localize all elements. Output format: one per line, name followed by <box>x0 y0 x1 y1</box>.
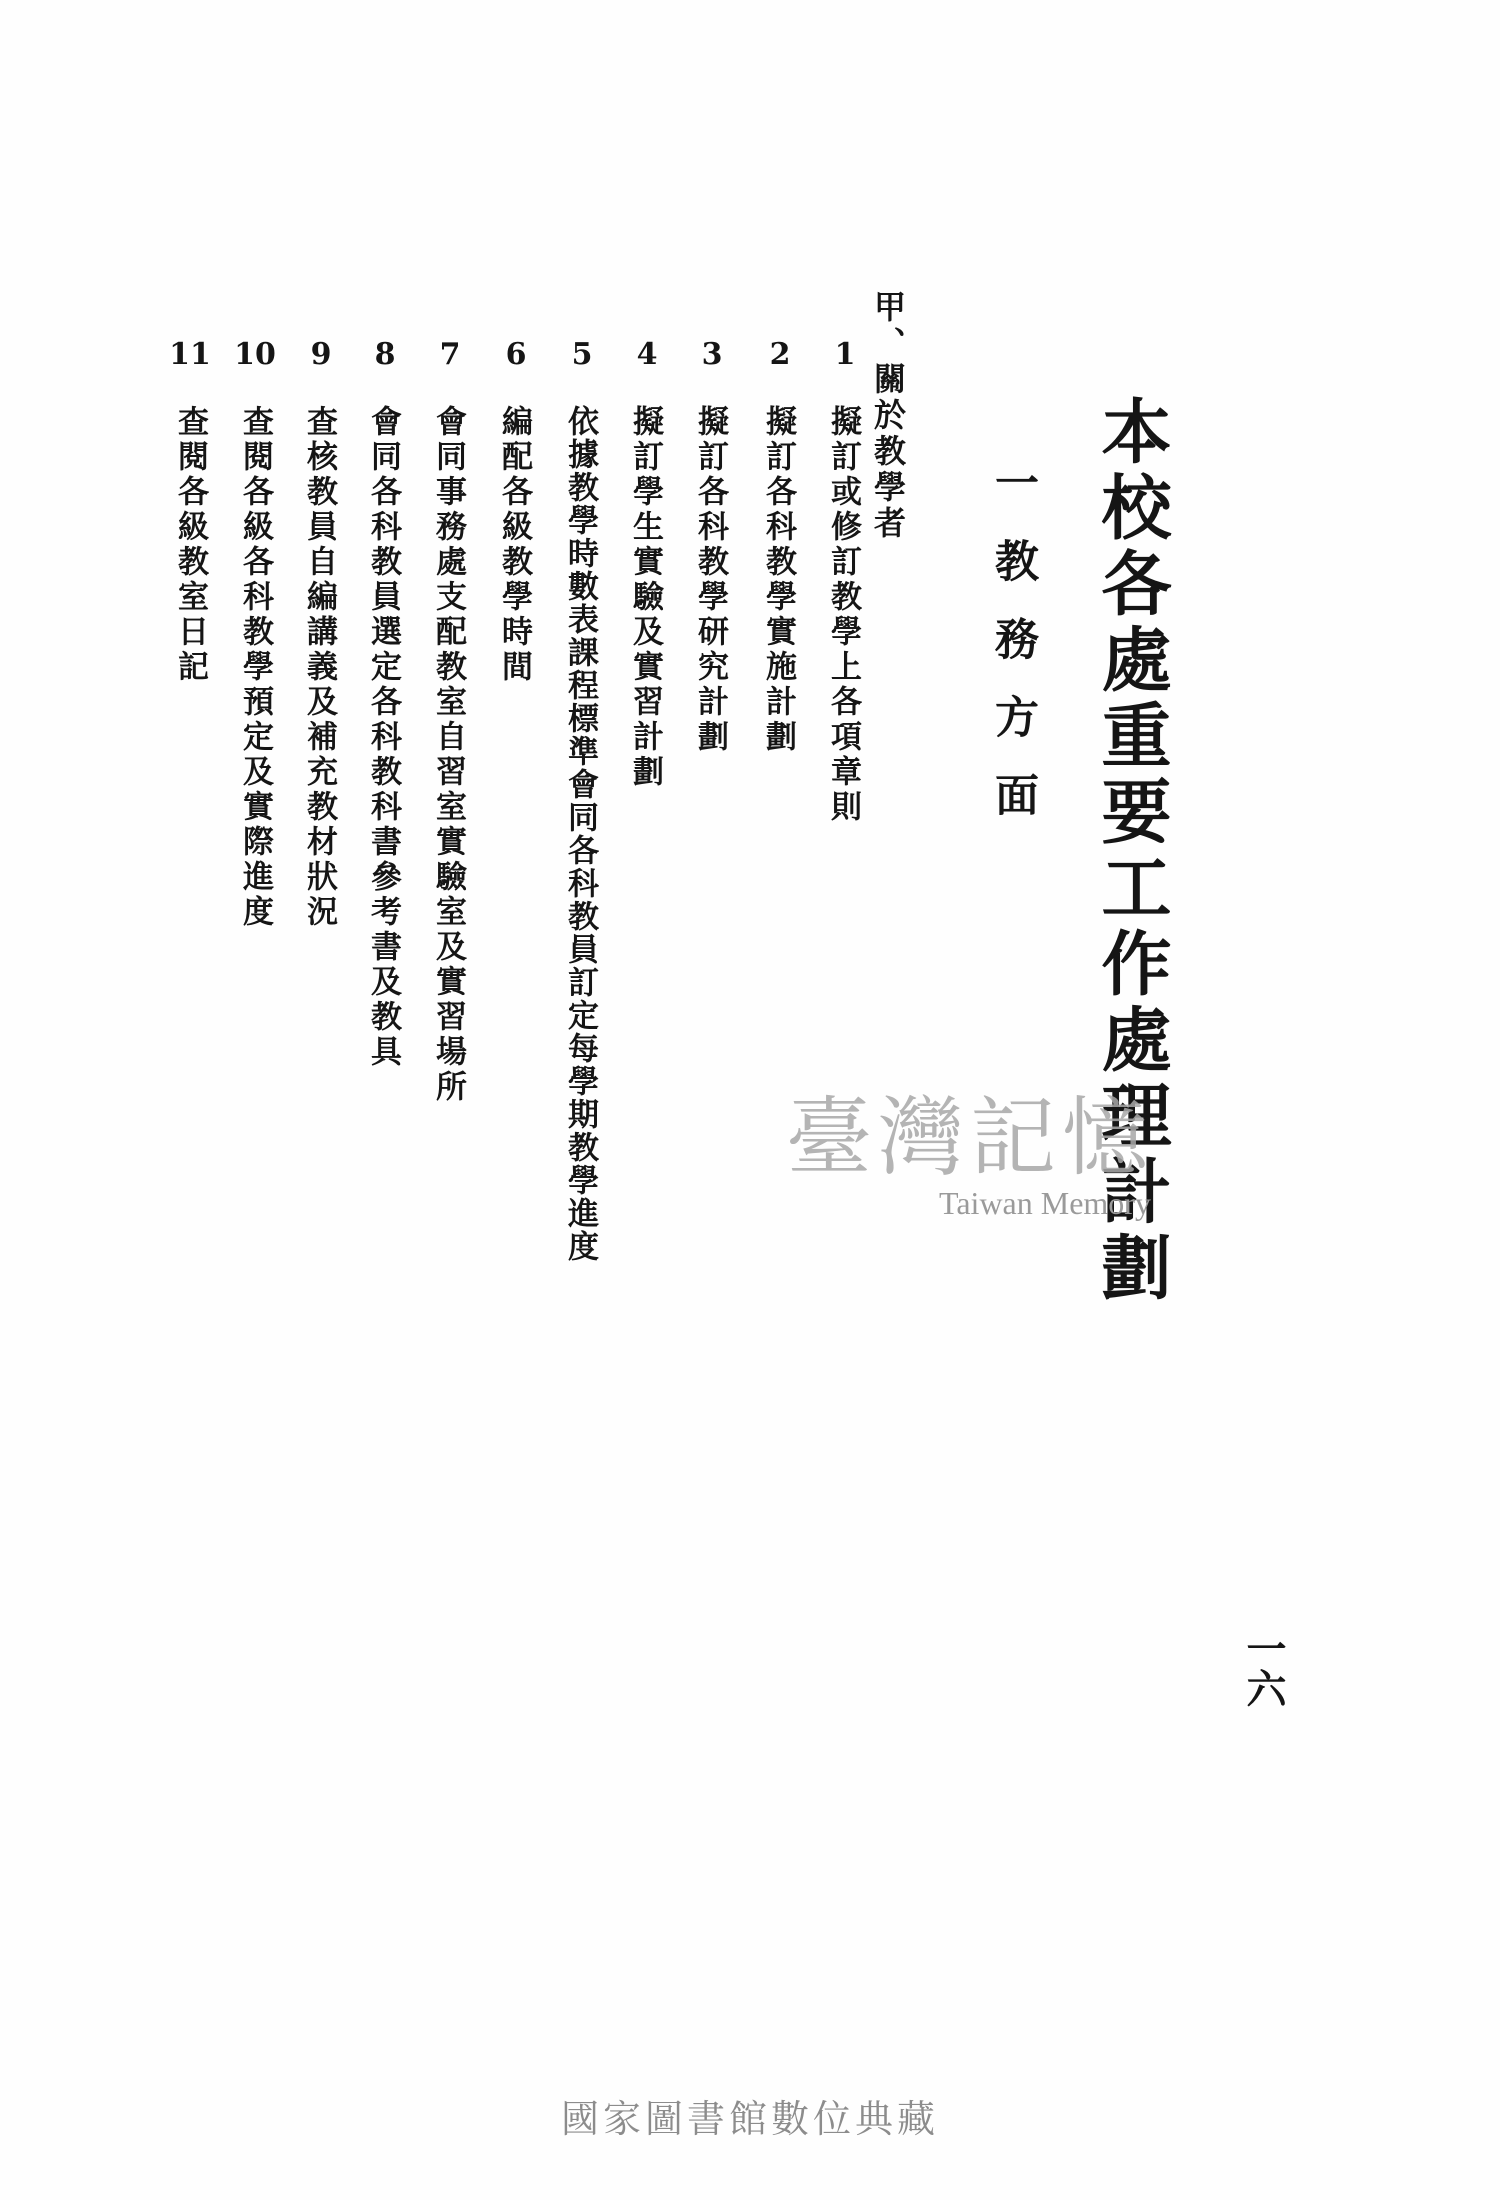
list-item: 會同各科教員選定各科教科書參考書及教具 <box>365 405 401 1070</box>
item-number: 9 <box>310 337 332 372</box>
item-number: 3 <box>701 337 723 372</box>
item-number: 7 <box>439 337 461 372</box>
item-number: 5 <box>571 337 593 372</box>
list-item: 依據教學時數表課程標準會同各科教員訂定每學期教學進度 <box>562 405 598 1263</box>
item-number: 6 <box>505 337 527 372</box>
item-number: 4 <box>636 337 658 372</box>
page-number: 一六 <box>1240 1628 1287 1708</box>
list-item: 擬訂各科教學實施計劃 <box>760 405 796 755</box>
watermark-english: Taiwan Memory <box>939 1185 1151 1221</box>
item-number: 8 <box>374 337 396 372</box>
list-item: 編配各級教學時間 <box>496 405 532 685</box>
list-item: 擬訂學生實驗及實習計劃 <box>627 405 663 790</box>
list-item: 查核教員自編講義及補充教材狀況 <box>301 405 337 930</box>
item-number: 11 <box>169 337 211 372</box>
list-item: 查閱各級各科教學預定及實際進度 <box>237 405 273 930</box>
item-number: 1 <box>834 337 856 372</box>
item-number: 2 <box>769 337 791 372</box>
list-item: 擬訂或修訂教學上各項章則 <box>825 405 861 825</box>
watermark-chinese: 臺灣記憶 <box>786 1088 1154 1188</box>
item-number: 10 <box>234 337 276 372</box>
document-title: 本校各處重要工作處理計劃 <box>1090 395 1173 1307</box>
subsection-heading: 甲、關於教學者 <box>869 290 907 542</box>
list-item: 查閱各級教室日記 <box>172 405 208 685</box>
footer-credit: 國家圖書館數位典藏 <box>560 2097 939 2141</box>
section-heading: 一教務方面 <box>987 460 1038 850</box>
list-item: 會同事務處支配教室自習室實驗室及實習場所 <box>430 405 466 1105</box>
list-item: 擬訂各科教學研究計劃 <box>692 405 728 755</box>
